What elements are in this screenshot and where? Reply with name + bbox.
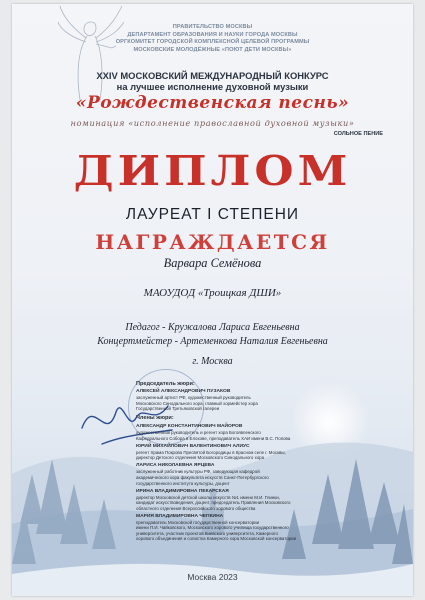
jury-member-desc: областного отделения Всероссийского хорового общества <box>136 505 256 511</box>
contest-line-1: XXIV МОСКОВСКИЙ МЕЖДУНАРОДНЫЙ КОНКУРС <box>96 70 329 81</box>
awarded-heading: НАГРАЖДАЕТСЯ <box>95 230 330 254</box>
jury-member-desc: регент Храма Покрова Пресвятой Богородицы в Красном селе г. Москвы, <box>136 449 286 455</box>
members-label: Члены жюри: <box>136 414 174 421</box>
gov-line: МОСКОВСКИЕ МОЛОДЁЖНЫЕ «ПОЮТ ДЕТИ МОСКВЫ» <box>133 46 292 53</box>
accompanist-line: Концертмейстер - Артеменкова Наталия Евгеньевна <box>97 336 328 347</box>
recipient-name: Варвара Семёнова <box>163 256 262 270</box>
category-label: СОЛЬНОЕ ПЕНИЕ <box>333 131 383 137</box>
contest-title: «Рождественская песнь» <box>75 93 350 113</box>
school-name: МАОУДОД «Троицкая ДШИ» <box>143 287 282 299</box>
city-line: г. Москва <box>192 356 233 367</box>
contest-heading <box>12 70 413 92</box>
jury-member-desc: университета, участник проектов Киевского университета, Камерного <box>136 530 278 536</box>
chair-label: Председатель жюри: <box>136 381 195 387</box>
gov-line: ПРАВИТЕЛЬСТВО МОСКВЫ <box>172 24 253 30</box>
jury-member-desc: Государственной Третьяковской галереи <box>136 406 220 412</box>
jury-member-desc: художественный руководитель и регент хора Богоявленского <box>136 430 261 436</box>
jury-member-name: АЛЕКСАНДР КОНСТАНТИНОВИЧ МАЙОРОВ <box>136 424 243 430</box>
gov-line: ОРГКОМИТЕТ ГОРОДСКОЙ КОМПЛЕКСНОЙ ЦЕЛЕВОЙ ПРОГРАММЫ <box>115 39 310 45</box>
nomination-line: номинация «исполнение православной духовной музыки» <box>70 118 355 128</box>
jury-list <box>136 381 398 542</box>
diploma-title: ДИПЛОМ <box>73 146 352 195</box>
jury-member-desc: преподаватель Московской государственной консерватории <box>136 519 260 525</box>
jury-member-name: ЮРИЙ МИХАЙЛОВИЧ ВАЛЕНТИНОВИЧ АЛИУС <box>136 443 250 449</box>
jury-member-desc: Московского Синодального хора, главный хормейстер хора <box>136 400 258 406</box>
contest-line-2: на лучшее исполнение духовной музыки <box>116 81 309 92</box>
diploma-sheet <box>12 4 413 596</box>
jury-member-desc: государственного института культуры, доцент <box>136 480 230 486</box>
teacher-line: Педагог - Кружалова Лариса Евгеньевна <box>125 322 300 333</box>
jury-member-desc: директор Московской детской школы искусств №1 имени М.И. Глинки, <box>136 494 280 500</box>
jury-member-desc: Кафедрального Собора в Елохове, преподаватель ХАИ имени В.С. Попова <box>136 435 291 441</box>
footer-year: Москва 2023 <box>187 572 238 582</box>
jury-member-desc: хорового объединения и солистка Камерного хора Московской консерватории <box>136 536 297 542</box>
jury-member-desc: заслуженный работник культуры РФ, заведующая кафедрой <box>136 469 260 475</box>
gov-line: ДЕПАРТАМЕНТ ОБРАЗОВАНИЯ И НАУКИ ГОРОДА МОСКВЫ <box>127 31 298 38</box>
jury-member-desc: заслуженный артист РФ, художественный руководитель <box>136 395 251 400</box>
jury-member-desc: имени П.И. Чайковского, Московского хорового училища государственного <box>136 525 289 531</box>
jury-member-desc: директор Детского отделения Московского Синодального хора <box>136 455 265 461</box>
jury-member-desc: кандидат искусствоведения, доцент, председатель Правления Московского <box>136 500 291 506</box>
jury-member-name: МАРИЯ ВЛАДИМИРОВНА ЧЕПКИНА <box>136 513 224 519</box>
jury-member-name: ЛАРИСА НИКОЛАЕВНА ЯРЦЕВА <box>136 463 215 469</box>
jury-member-desc: академического хора факультета искусств Санкт-Петербургского <box>136 474 269 480</box>
laureate-degree: ЛАУРЕАТ I СТЕПЕНИ <box>125 206 300 223</box>
jury-member-name: ИРИНА ВЛАДИМИРОВНА ПЕКАРСКАЯ <box>136 488 229 494</box>
government-header <box>12 24 413 54</box>
jury-member-name: АЛЕКСЕЙ АЛЕКСАНДРОВИЧ ПУЗАКОВ <box>136 389 231 394</box>
